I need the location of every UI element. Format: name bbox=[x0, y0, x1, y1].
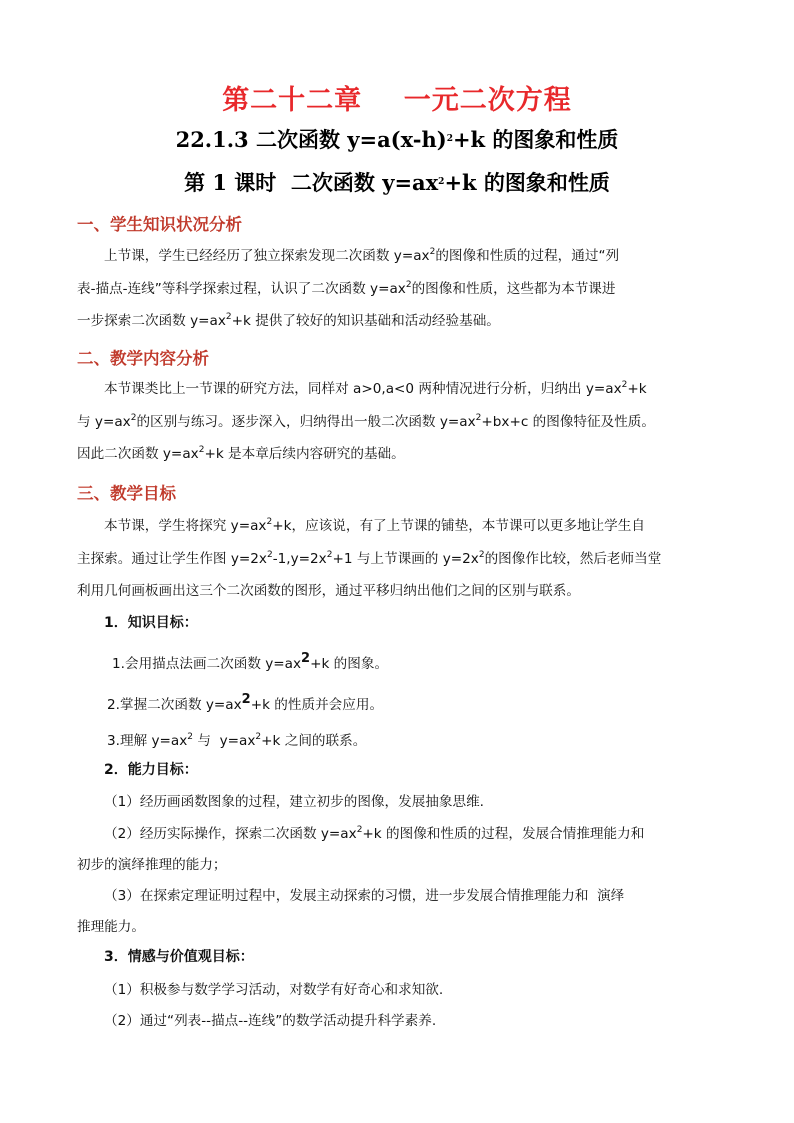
chapter-title: 第二十二章 一元二次方程 bbox=[222, 85, 572, 116]
superscript: 2 bbox=[405, 279, 412, 290]
text-run: （2）经历实际操作，探索二次函数 y=ax bbox=[104, 826, 357, 842]
text-run: 2.掌握二次函数 y=ax bbox=[107, 697, 242, 713]
text-run: +k 的性质并会应用。 bbox=[250, 697, 384, 713]
superscript: 2 bbox=[198, 445, 205, 455]
paragraph-line bbox=[77, 240, 719, 273]
text-run: 1.会用描点法画二次函数 y=ax bbox=[112, 656, 302, 672]
superscript: 2 bbox=[326, 549, 333, 560]
text-run: 本节课，学生将探究 y=ax bbox=[104, 518, 267, 534]
text-run: 的图像作比较，然后老师当堂 bbox=[484, 550, 662, 567]
superscript: 2 bbox=[429, 247, 436, 257]
student-analysis-paragraph bbox=[77, 240, 719, 338]
emotion-goals-heading: 3．情感与价值观目标： bbox=[104, 949, 254, 965]
text-run: +k 之间的联系。 bbox=[261, 733, 367, 749]
text-run: +bx+c 的图像特征及性质。 bbox=[481, 413, 655, 430]
text-run: 主探索。通过让学生作图 y=2x bbox=[77, 550, 267, 567]
superscript: 2 bbox=[266, 549, 273, 560]
lesson-section-title-b: +k 的图象和性质 bbox=[452, 127, 619, 152]
text-run: 的图像和性质的过程，通过“列 bbox=[435, 248, 620, 264]
ability-goal-1: （1）经历画函数图象的过程，建立初步的图像，发展抽象思维. bbox=[104, 794, 484, 810]
superscript: 2 bbox=[187, 732, 194, 742]
ability-goal-2-continued: 初步的演绎推理的能力； bbox=[77, 857, 227, 873]
superscript: 2 bbox=[478, 549, 485, 560]
text-run: +k 提供了较好的知识基础和活动经验基础。 bbox=[231, 313, 500, 329]
superscript: 2 bbox=[255, 732, 262, 742]
superscript: 2 bbox=[356, 825, 363, 835]
text-run: 表-描点-连线”等科学探索过程，认识了二次函数 y=ax bbox=[77, 280, 406, 297]
section-heading-teaching-goals: 三、教学目标 bbox=[77, 484, 176, 503]
knowledge-goal-1 bbox=[112, 652, 388, 672]
ability-goal-3: （3）在探索定理证明过程中，发展主动探索的习惯，进一步发展合情推理能力和 演绎 bbox=[104, 888, 625, 904]
ability-goal-3-continued: 推理能力。 bbox=[77, 919, 145, 935]
superscript: 2 bbox=[301, 651, 311, 666]
text-run: 的图像和性质，这些都为本节课进 bbox=[411, 280, 616, 297]
teaching-goals-paragraph bbox=[77, 510, 719, 608]
paragraph-line bbox=[77, 543, 719, 576]
text-run: +k bbox=[627, 381, 647, 397]
paragraph-line: 利用几何画板画出这三个二次函数的图形，通过平移归纳出他们之间的区别与联系。 bbox=[77, 583, 580, 599]
text-run: 的区别与练习。逐步深入，归纳得出一般二次函数 y=ax bbox=[136, 413, 476, 430]
ability-goals-heading: 2．能力目标： bbox=[104, 762, 198, 778]
lesson-period-title bbox=[0, 167, 794, 197]
section-heading-content-analysis: 二、教学内容分析 bbox=[77, 349, 209, 368]
lesson-period-title-sup: 2 bbox=[438, 177, 445, 187]
text-run: +k 的图像和性质的过程，发展合情推理能力和 bbox=[362, 826, 645, 842]
text-run: 与 y=ax bbox=[193, 733, 256, 749]
text-run: 因此二次函数 y=ax bbox=[77, 446, 199, 462]
paragraph-line bbox=[77, 373, 719, 406]
superscript: 2 bbox=[225, 312, 232, 322]
text-run: +k 的图象。 bbox=[310, 656, 389, 672]
lesson-period-title-a: 第 1 课时 二次函数 y=ax bbox=[184, 170, 439, 195]
superscript: 2 bbox=[621, 380, 628, 390]
text-run: 3.理解 y=ax bbox=[107, 733, 188, 749]
superscript: 2 bbox=[130, 412, 137, 423]
paragraph-line bbox=[77, 273, 719, 306]
lesson-section-title bbox=[0, 124, 794, 154]
superscript: 2 bbox=[475, 412, 482, 423]
superscript: 2 bbox=[266, 517, 273, 527]
section-heading-student-analysis: 一、学生知识状况分析 bbox=[77, 215, 242, 234]
content-analysis-paragraph bbox=[77, 373, 719, 471]
paragraph-line bbox=[77, 305, 719, 338]
text-run: +k，应该说，有了上节课的铺垫，本节课可以更多地让学生自 bbox=[272, 518, 645, 534]
text-run: 本节课类比上一节课的研究方法，同样对 a>0,a<0 两种情况进行分析，归纳出 y=ax bbox=[104, 381, 622, 397]
lesson-section-title-sup: 2 bbox=[446, 134, 453, 144]
text-run: +1 与上节课画的 y=2x bbox=[332, 550, 479, 567]
paragraph-line bbox=[77, 438, 719, 471]
emotion-goal-1: （1）积极参与数学学习活动，对数学有好奇心和求知欲. bbox=[104, 982, 444, 998]
superscript: 2 bbox=[241, 692, 251, 707]
ability-goal-2 bbox=[104, 822, 644, 842]
knowledge-goal-3 bbox=[107, 729, 366, 749]
emotion-goal-2: （2）通过“列表--描点--连线”的数学活动提升科学素养. bbox=[104, 1013, 437, 1029]
text-run: -1,y=2x bbox=[272, 550, 327, 567]
lesson-period-title-b: +k 的图象和性质 bbox=[444, 170, 610, 195]
knowledge-goals-heading: 1．知识目标： bbox=[104, 615, 198, 631]
text-run: 上节课，学生已经经历了独立探索发现二次函数 y=ax bbox=[104, 248, 430, 264]
knowledge-goal-2 bbox=[107, 693, 383, 713]
paragraph-line bbox=[77, 406, 719, 439]
text-run: 与 y=ax bbox=[77, 413, 131, 430]
text-run: 一步探索二次函数 y=ax bbox=[77, 313, 226, 329]
lesson-section-title-a: 22.1.3 二次函数 y=a(x-h) bbox=[175, 127, 447, 152]
text-run: +k 是本章后续内容研究的基础。 bbox=[204, 446, 405, 462]
paragraph-line bbox=[77, 510, 719, 543]
